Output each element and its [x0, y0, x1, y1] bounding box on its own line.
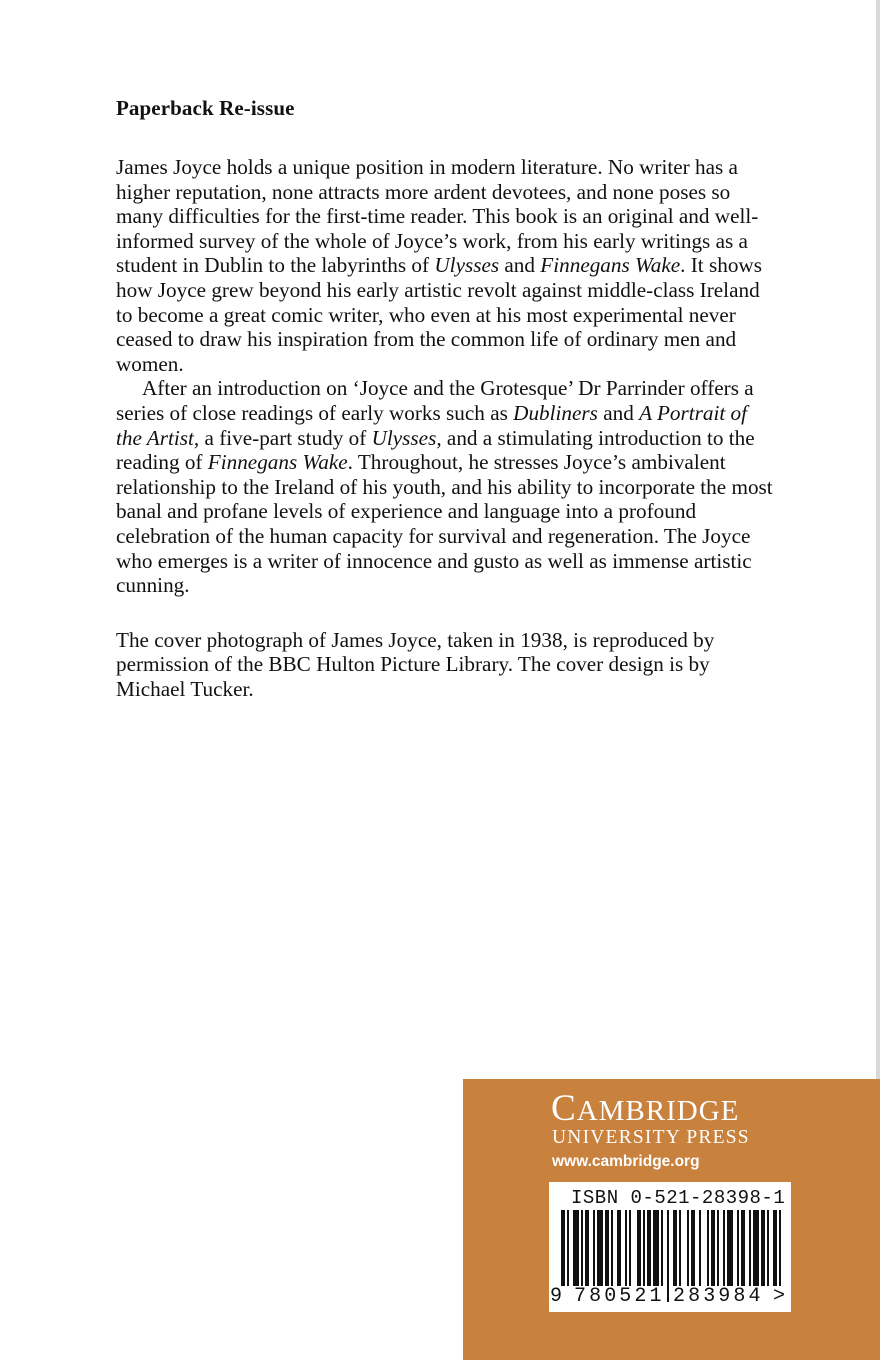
barcode-bar	[647, 1210, 651, 1286]
barcode-bar	[667, 1210, 669, 1302]
book-title: Finnegans Wake	[540, 253, 681, 278]
barcode-bar	[707, 1210, 709, 1286]
text-run: and	[597, 400, 640, 425]
text-run: a five-part study of	[199, 425, 372, 450]
barcode-bar	[761, 1210, 765, 1286]
barcode-bar	[643, 1210, 645, 1286]
ean-group-2: 283984	[673, 1285, 764, 1308]
publisher-logo-name	[551, 1087, 739, 1130]
barcode-bar	[767, 1210, 769, 1286]
barcode-bar	[687, 1210, 689, 1286]
description-paragraph-1	[116, 155, 776, 376]
barcode-bar	[573, 1210, 579, 1286]
barcode-bar	[661, 1210, 663, 1286]
barcode-bar	[581, 1210, 583, 1286]
text-run: and	[499, 253, 541, 278]
cover-credits: The cover photograph of James Joyce, taken in 1938, is reproduced by permission of the BBC Hulton Picture Library. The cover design is by Michael Tucker.	[116, 627, 715, 701]
book-title: Dubliners	[513, 400, 598, 425]
book-title: Ulysses,	[371, 425, 442, 450]
text-run: James Joyce holds a unique position in modern literature. No writer has a higher reputation, none attracts more ardent devotees, and none poses so many difficulties for the first-time reader. This book is an original and well-informed survey of the whole of Joyce’s work, from his early writings as a student in Dublin to the labyrinths of	[116, 155, 759, 278]
text-run: . It shows how Joyce grew beyond his early artistic revolt against middle-class Ireland to become a great comic writer, who even at his most experimental never ceased to draw his inspiration from the common life of ordinary men and women.	[116, 253, 762, 376]
book-title: A Portrait of the Artist,	[116, 400, 748, 450]
barcode-bar	[749, 1210, 751, 1286]
barcode-bar	[773, 1210, 777, 1286]
barcode-bar	[699, 1210, 701, 1286]
publisher-url: www.cambridge.org	[552, 1153, 700, 1170]
barcode-bar	[585, 1210, 589, 1286]
description-paragraph-2	[116, 376, 776, 597]
barcode-bar	[653, 1210, 659, 1286]
isbn-label: ISBN 0-521-28398-1	[571, 1187, 786, 1209]
publisher-block	[463, 1079, 880, 1360]
barcode-bar	[691, 1210, 695, 1286]
barcode-bar	[727, 1210, 733, 1286]
text-run: and a stimulating introduction to the reading of	[116, 425, 755, 475]
barcode-bar	[711, 1210, 715, 1286]
page-heading: Paperback Re-issue	[116, 96, 295, 120]
barcode-bar	[753, 1210, 759, 1286]
ean-first-digit: 9	[550, 1285, 566, 1308]
text-run: After an introduction on ‘Joyce and the Grotesque’ Dr Parrinder offers a series of close readings of early works such as	[116, 376, 754, 425]
barcode-bar	[611, 1210, 613, 1286]
barcode-bar	[723, 1210, 725, 1286]
book-title: Finnegans Wake	[207, 450, 348, 475]
publisher-subtitle: UNIVERSITY PRESS	[552, 1127, 750, 1148]
barcode-bar	[567, 1210, 569, 1286]
publisher-name-rest: AMBRIDGE	[576, 1095, 740, 1127]
barcode-bar	[673, 1210, 677, 1286]
barcode-bar	[597, 1210, 603, 1286]
text-run: . Throughout, he stresses Joyce’s ambivalent relationship to the Ireland of his youth, and his ability to incorporate the most banal and profane levels of experience and language into a profound celebration of the human capacity for survival and regeneration. The Joyce who emerges is a writer of innocence and gusto as well as immense artistic cunning.	[116, 450, 773, 598]
ean-marker: >	[773, 1285, 789, 1308]
publisher-initial: C	[551, 1088, 577, 1129]
barcode-bar	[737, 1210, 739, 1286]
barcode-box	[549, 1182, 791, 1312]
book-title: Ulysses	[434, 253, 500, 278]
barcode-bar	[679, 1210, 681, 1286]
barcode-bar	[593, 1210, 595, 1286]
barcode-bar	[637, 1210, 641, 1286]
barcode-bar	[629, 1210, 631, 1286]
barcode-bar	[717, 1210, 719, 1286]
barcode-bar	[605, 1210, 609, 1286]
barcode-bar	[625, 1210, 627, 1286]
back-cover-text	[116, 96, 776, 701]
barcode-bar	[617, 1210, 621, 1286]
barcode-bar	[741, 1210, 745, 1286]
ean-group-1: 780521	[574, 1285, 665, 1308]
